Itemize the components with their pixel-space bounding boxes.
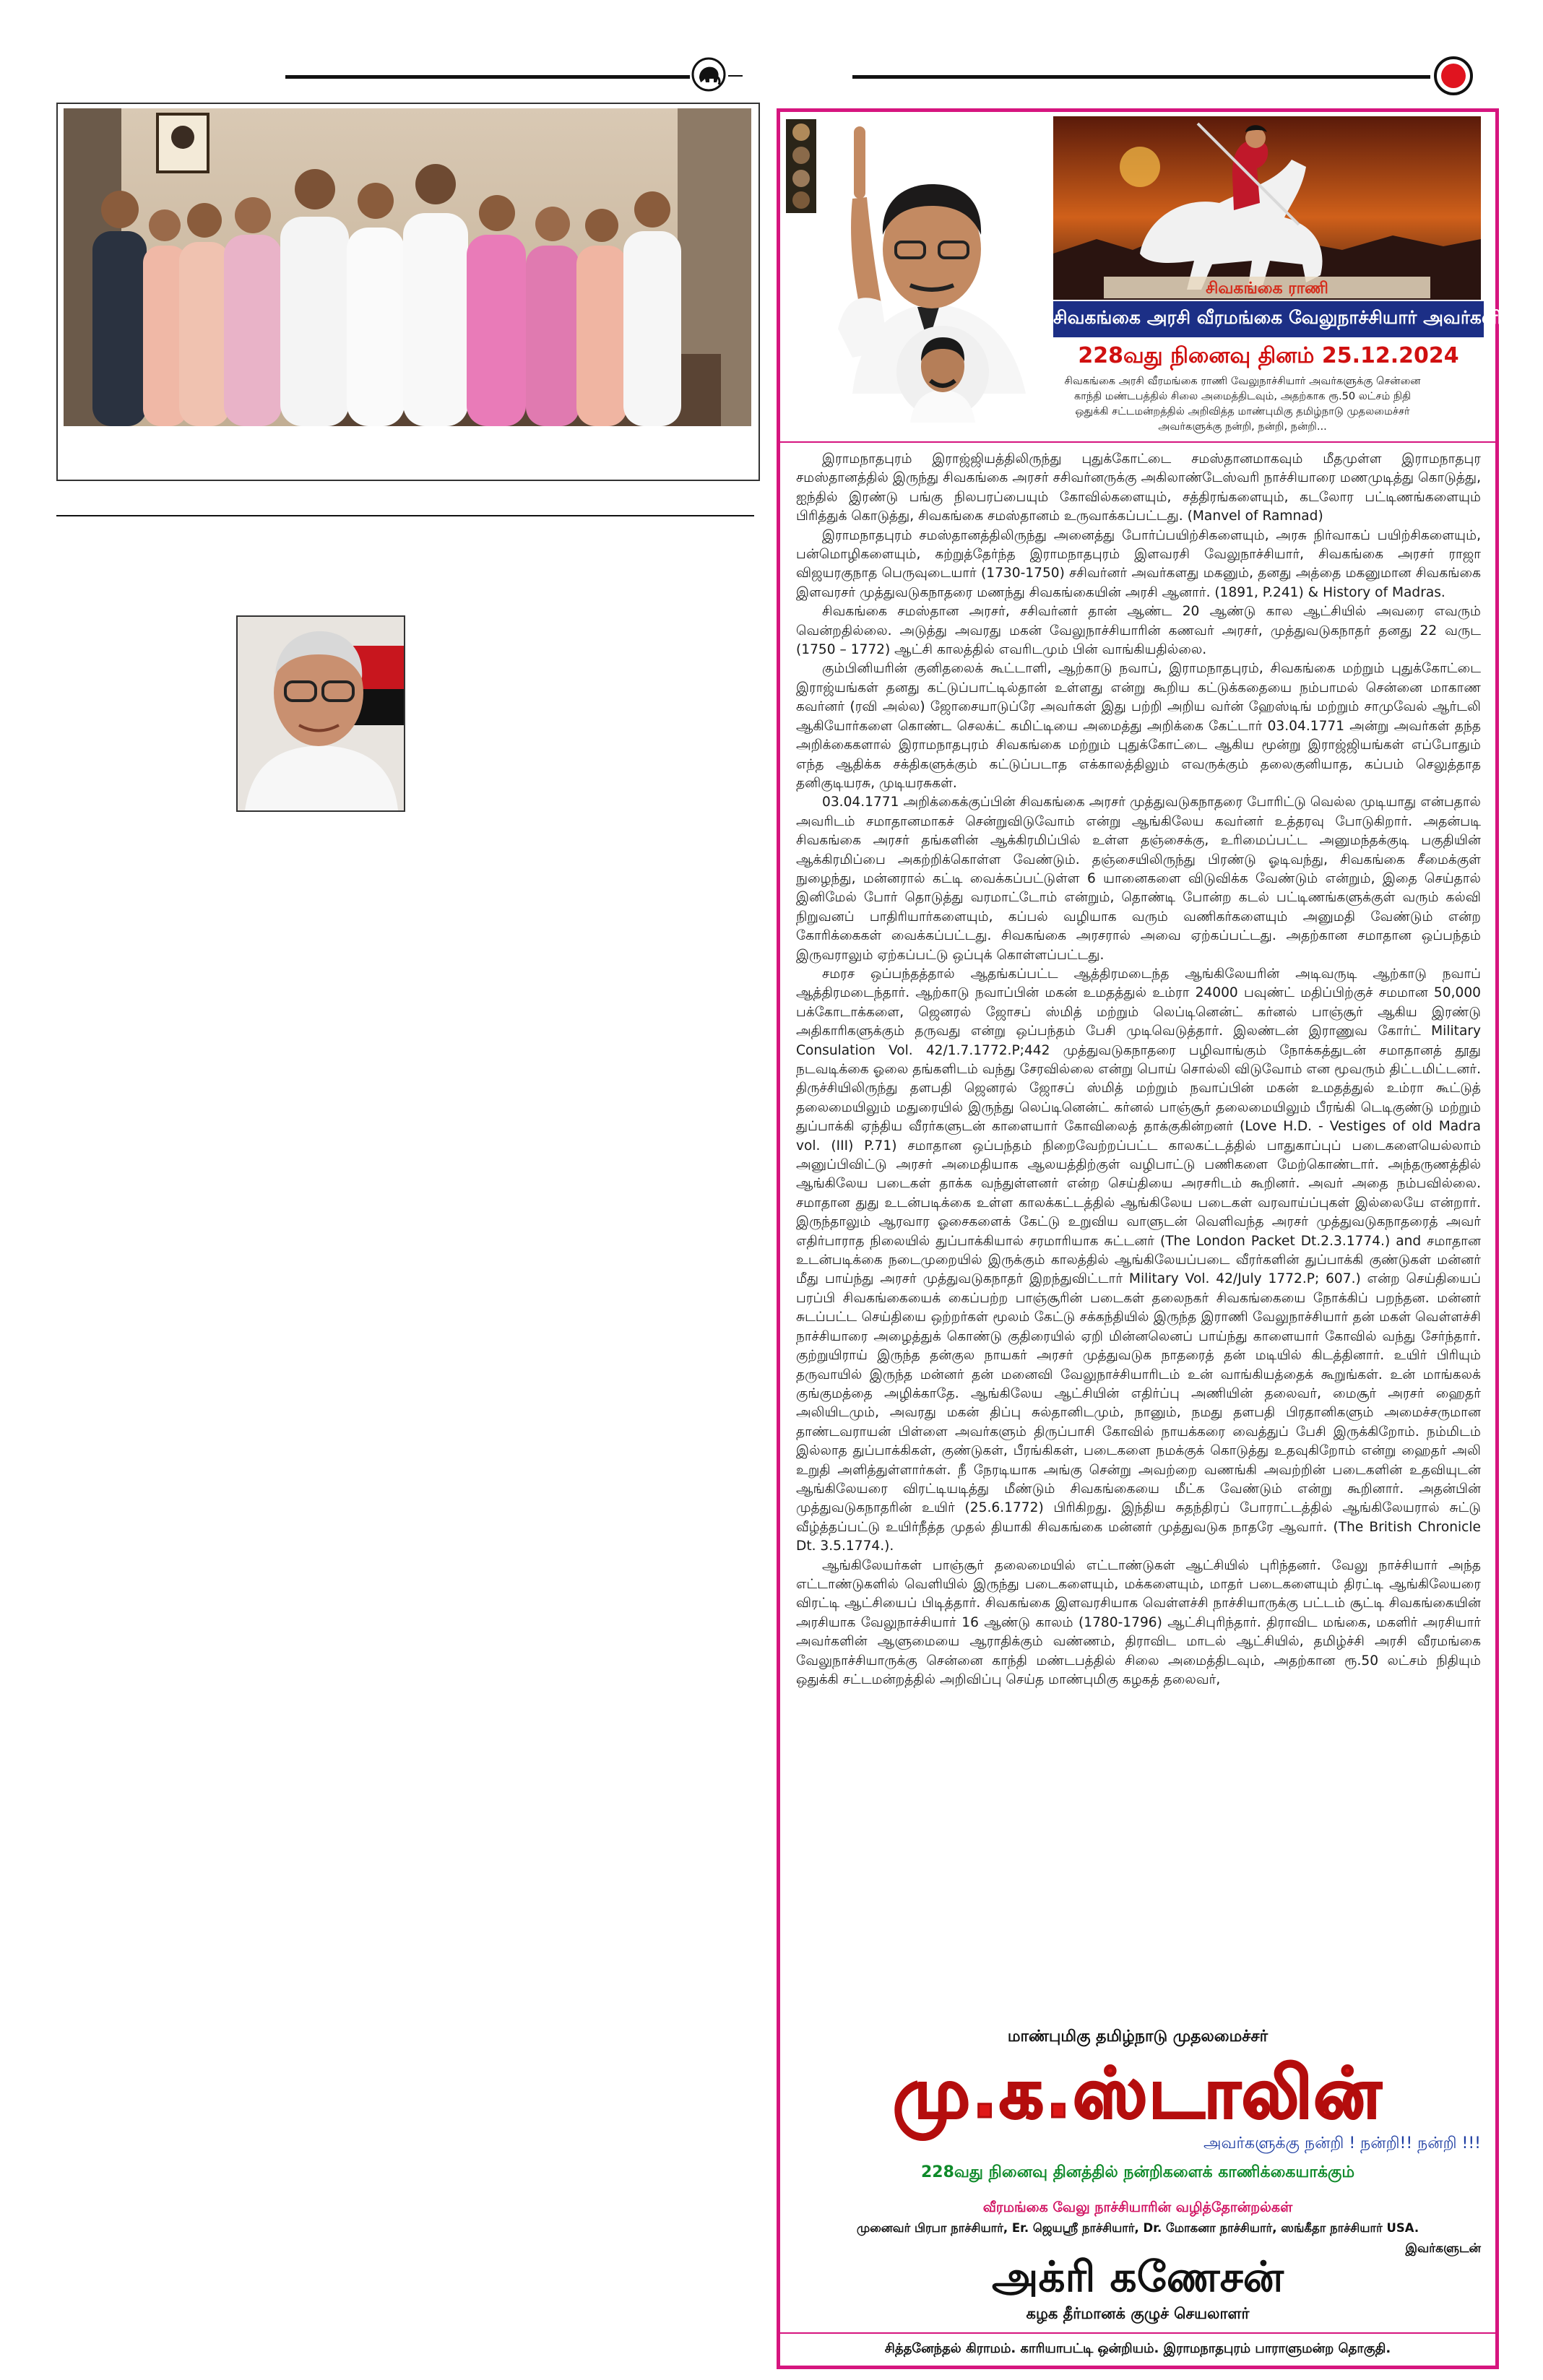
article-paragraph: இராமநாதபுரம் இராஜ்ஜியத்திலிருந்து புதுக்கோட்டை சமஸ்தானமாகவும் மீதமுள்ள இராமநாதபுர சமஸ்தானத்தில் இருந்து சிவகங்கை அரசர் சசிவர்னருக்கு அகிலாண்டேஸ்வரி நாச்சியாரை மணமுடித்து கொடுத்து, ஐந்தில் இரண்டு பங்கு நிலபரப்பையும் கோவில்களையும், சத்திரங்களையும், கடலோர பட்டிணங்களையும் பிரித்துக் கொடுத்து, சிவகங்கை சமஸ்தானம் உருவாக்கப்பட்டது. (Manvel of Ramnad) bbox=[796, 451, 1481, 524]
article-paragraph: சமரச ஒப்பந்தத்தால் ஆதங்கப்பட்ட ஆத்திரமடைந்த ஆங்கிலேயரின் அடிவருடி ஆற்காடு நவாப் ஆத்திரமடைந்தார். ஆற்காடு நவாப்பின் மகன் உமதத்துல் உம்ரா 24000 பவுண்ட் மதிப்பிற்குச் சமமான 50,000 பக்கோடாக்களை, ஜெனரல் ஜோசப் ஸ்மித் மற்றும் லெப்டினென்ட் கர்னல் பாஞ்சூர் ஆகிய இரண்டு அதிகாரிகளுக்கும் தருவது என்று ஒப்பந்தம் பேசி முடிவெடுத்தார். இலண்டன் இராணுவ கோர்ட் Military Consulation Vol. 42/1.7.1772.P;442 முத்துவடுகநாதரை பழிவாங்கும் நோக்கத்துடன் சமாதானத் தூது நடவடிக்கை ஓலை தங்களிடம் வந்து சேரவில்லை என்று பொய் சொல்லி விடுவோம் என மூவரும் திட்டமிட்டனர். திருச்சியிலிருந்து தளபதி ஜெனரல் ஜோசப் ஸ்மித் மற்றும் நவாப்பின் மகன் உமதத்துல் உம்ரா கூட்டுத் தலைமையிலும் மதுரையில் இருந்து லெப்டினென்ட் கர்னல் பாஞ்சூர் தலைமையிலும் பீரங்கி டெடிகுண்டு மற்றும் துப்பாக்கி ஏந்திய வீரர்களுடன் காளையார் கோவிலைத் தாக்குகின்றனர் (Love H.D. - Vestiges of old Madra vol. (III) P.71) சமாதான ஒப்பந்தம் நிறைவேற்றப்பட்ட காலகட்டத்தில் பாதுகாப்புப் படைகளையெல்லாம் அனுப்பிவிட்டு அரசர் அமைதியாக ஆலயத்திற்குள் வழிபாட்டு பணிகளை மேற்கொண்டார். அந்தருணத்தில் ஆங்கிலேய படைகள் தாக்க வந்துள்ளனர் என்ற செய்தியை அரசரிடம் கூறினர். அவர் அதை நம்பவில்லை. சமாதான துது உடன்படிக்கை உள்ள காலக்கட்டத்தில் ஆங்கிலேய படைகள் வரவாய்ப்புகள் இல்லையே என்றார். இருந்தாலும் ஆரவார ஓசைகளைக் கேட்டு உறுவிய வாளுடன் வெளிவந்த அரசர் முத்துவடுகநாதரைத் அவர் எதிர்பாராத நிலையில் துப்பாக்கியால் சரமாரியாக சுட்டனர் (The London Packet Dt.2.3.1774.) and சமாதான உடன்படிக்கை நடைமுறையில் இருக்கும் காலத்தில் ஆங்கிலேயப்படை வீரர்களின் துப்பாக்கி குண்டுகள் மன்னர் மீது பாய்ந்து அரசர் முத்துவடுகநாதர் இறந்துவிட்டார் Military Vol. 42/July 1772.P; 607.) என்ற செய்தியைப் பரப்பி சிவகங்கையைக் கைப்பற்ற பாஞ்சூரின் படைகள் தலைநகர் சிவகங்கையை நோக்கிப் பறந்தன. மன்னர் சுடப்பட்ட செய்தியை ஒற்றர்கள் மூலம் கேட்டு சக்கந்தியில் இருந்த இராணி வேலுநாச்சியார் தன் மகள் வெள்ளச்சி நாச்சியாரை அழைத்துக் கொண்டு குதிரையில் ஏறி மின்னலெனப் பாய்ந்து காளையார் கோவில் வந்து சேர்ந்தார். குற்றுயிராய் இருந்த தன்குல நாயகர் அரசர் முத்துவடுக நாதரைத் தன் மடியில் கிடத்தினார். உயிர் பிரியும் தருவாயில் இருந்த மன்னர் தன் மனைவி வேலுநாச்சியாரிடம் உன் வாங்கியத்தைக் கூறுங்கள். உன் மாங்கலக் குங்குமத்தை அழிக்காதே. ஆங்கிலேய ஆட்சியின் எதிர்ப்பு அணியின் தலைவர், மைசூர் அரசர் ஹைதர் அலியிடமும், அவரது மகன் திப்பு சுல்தானிடமும், நானும், நமது தளபதி பிரதானிகளும் அமைச்சருமான தாண்டவராயன் பிள்ளை அவர்களும் திருப்பாசி கோவில் நாயக்கரை வைத்துப் பேசி இருக்கிறோம். நம்மிடம் இல்லாத துப்பாக்கிகள், குண்டுகள், பீரங்கிகள், படைகளை நமக்குக் கொடுத்து உதவுகிறோம் என்று ஹைதர் அலி உறுதி அளித்துள்ளார்கள். நீ நேரடியாக அங்கு சென்று அவற்றை வணங்கி அவற்றின் படைகளின் உதவியுடன் ஆங்கிலேயரை விரட்டியடித்து மீண்டும் சிவகங்கையை மீட்க வேண்டும் என்று கூறினார். அதன்பின் முத்துவடுகநாதரின் உயிர் (25.6.1772) பிரிகிறது. இந்திய சுதந்திரப் போராட்டத்தில் ஆங்கிலேயரால் சுட்டு வீழ்த்தப்பட்டு உயிர்நீத்த முதல் தியாகி சிவகங்கை மன்னர் முத்துவடுக நாதரே ஆவார். (The British Chronicle Dt. 3.5.1774.). bbox=[796, 966, 1481, 1554]
headline-text: சிவகங்கை அரசி வீரமங்கை வேலுநாச்சியார் அவர்களின் bbox=[1053, 307, 1519, 328]
intro-line: அவர்களுக்கு நன்றி, நன்றி, நன்றி... bbox=[1158, 420, 1327, 433]
footer-divider bbox=[780, 2332, 1495, 2334]
sun-logo-icon bbox=[1434, 56, 1473, 95]
article-paragraph: கும்பினியரின் குனிதலைக் கூட்டாளி, ஆற்காடு நவாப், இராமநாதபுரம், சிவகங்கை மற்றும் புதுக்கோட்டை இராஜ்யங்கள் தனது கட்டுப்பாட்டில்தான் உள்ளது என்று கூறிய கட்டுக்கதையை நம்பாமல் சென்னை மாகாண கவர்னர் (ரவி அல்ல) ஜோசையாடுப்ரே அவர்கள் இது பற்றி அறிய வர்ன் ஹேஸ்டிங் மற்றும் சாமுவேல் ஆர்டலி ஆகியோர்களை கொண்ட செலக்ட் கமிட்டியை அமைத்து அறிக்கை கேட்டார் 03.04.1771 அன்று அவர்கள் தந்த அறிக்கைகளால் இராமநாதபுரம் சிவகங்கை மற்றும் புதுக்கோட்டை ஆகிய மூன்று இராஜ்ஜியங்கள் எப்போதும் எந்த ஆதிக்க சக்திகளுக்கும் கட்டுப்படாத எக்காலத்திலும் எவருக்கும் தலைகுனியாத, கப்பம் செலுத்தாத தனிகுடியரசு, முடியரசுகள். bbox=[796, 661, 1481, 791]
thanks-line: அவர்களுக்கு நன்றி ! நன்றி!! நன்றி !!! bbox=[1203, 2134, 1481, 2152]
cm-name: மு.க.ஸ்டாலின் bbox=[893, 2053, 1383, 2134]
article-paragraph: ஆங்கிலேயர்கள் பாஞ்சூர் தலைமையில் எட்டாண்டுகள் ஆட்சியில் புரிந்தனர். வேலு நாச்சியார் அந்த எட்டாண்டுகளில் வெளியில் இருந்து படைகளையும், மக்களையும், மாதர் படைகளையும் திரட்டி ஆங்கிலேயரை விரட்டி ஆட்சியைப் பிடித்தார். சிவகங்கை இளவரசியாக வெள்ளச்சி நாச்சியாருக்கு பட்டம் சூட்டி சிவகங்கையின் அரசியாக வேலுநாச்சியார் 16 ஆண்டு காலம் (1780-1796) ஆட்சிபுரிந்தார். திராவிட மங்கை, மகளிர் அரசியார் அவர்களின் ஆளுமையை ஆராதிக்கும் வண்ணம், திராவிட மாடல் ஆட்சியில், தமிழ்ச்சி அரசி வீரமங்கை வேலுநாச்சியாருக்கு சென்னை காந்தி மண்டபத்தில் சிலை அமைத்திடவும், அதற்கான ரூ.50 லட்சம் நிதியும் ஒதுக்கி சட்டமன்றத்தில் அறிவிப்பு செய்த மாண்புமிகு கழகத் தலைவர், bbox=[796, 1557, 1481, 1687]
group-photo-frame bbox=[56, 103, 760, 481]
header-rule-left bbox=[285, 75, 690, 79]
headline-strip bbox=[1053, 301, 1519, 337]
intro-line: சிவகங்கை அரசி வீரமங்கை ராணி வேலுநாச்சியார் அவர்களுக்கு சென்னை bbox=[1064, 375, 1421, 387]
tribute-line: 228வது நினைவு தினத்தில் நன்றிகளைக் காணிக்கையாக்கும் bbox=[920, 2163, 1355, 2181]
with-them-label: இவர்களுடன் bbox=[1405, 2241, 1481, 2256]
header-rule-right bbox=[852, 75, 1430, 79]
intro-line: ஒதுக்கி சட்டமன்றத்தில் அறிவித்த மாண்புமிகு தமிழ்நாடு முதலமைச்சர் bbox=[1075, 405, 1410, 417]
memorial-date: 228வது நினைவு தினம் 25.12.2024 bbox=[1078, 343, 1459, 368]
deputy-portrait-inset bbox=[896, 321, 990, 423]
memorial-advertisement bbox=[777, 108, 1519, 2369]
left-divider bbox=[56, 515, 754, 516]
article-paragraph: இராமநாதபுரம் சமஸ்தானத்திலிருந்து அனைத்து போர்ப்பயிற்சிகளையும், அரசு நிர்வாகப் பயிற்சிகளையும், பன்மொழிகளையும், கற்றுத்தேர்ந்த இராமநாதபுரம் இளவரசி வேலுநாச்சியார், சிவகங்கை அரசர் ராஜா விஜயரகுநாத பெருவுடையார் (1730-1750) சசிவர்னர் அவர்களது மகனும், தனது அத்தை மகனுமான சிவகங்கை இளவரசர் முத்துவடுகநாதரை மணந்து சிவகங்கையின் அரசி ஆனார். (1891, P.241) & History of Madras. bbox=[796, 527, 1481, 600]
elephant-logo-icon bbox=[691, 56, 727, 92]
descendants-names: முனைவர் பிரபா நாச்சியார், Er. ஜெயஸ்ரீ நாச்சியார், Dr. மோகனா நாச்சியார், ஸங்கீதா நாச்சியார் USA. bbox=[856, 2221, 1419, 2235]
sponsor-address: சித்தனேந்தல் கிராமம். காரியாபட்டி ஒன்றியம். இராமநாதபுரம் பாராளுமன்ற தொகுதி. bbox=[884, 2341, 1391, 2356]
article-paragraph: 03.04.1771 அறிக்கைக்குப்பின் சிவகங்கை அரசர் முத்துவடுகநாதரை போரிட்டு வெல்ல முடியாது என்பதால் அவரிடம் சமாதானமாகச் சென்றுவிடுவோம் என்று ஆங்கிலேய கவர்னர் உத்தரவு போடுகிறார். அதன்படி சிவகங்கை அரசர் தங்களின் ஆக்கிரமிப்பில் உள்ள தஞ்சைக்கு, உரிமைப்பட்ட அனுமந்தக்குடி பகுதியின் ஆக்கிரமிப்பை அகற்றிக்கொள்ள வேண்டும். தஞ்சையிலிருந்து பிரண்டு ஓடிவந்து, சிவகங்கை சீமைக்குள் நுழைந்து, மன்னரால் கட்டி வைக்கப்பட்டுள்ள 6 யானைகளை விடுவிக்க வேண்டும் என்றும், இதை செய்தால் இனிமேல் போர் தொடுத்து வரமாட்டோம் என்றும், தொண்டி போன்ற கடல் பட்டிணங்களுக்குள் வரும் கல்வி நிறுவனப் பாதிரியார்களையும், கப்பல் வழியாக வரும் வணிகர்களையும் அனுமதி வேண்டும் என்ற கோரிக்கைகள் வைக்கப்பட்டது. சிவகங்கை அரசரால் அவை ஏற்கப்பட்டது. அதற்கான சமாதான ஒப்பந்தம் இருவராலும் ஏற்கப்பட்டு ஒப்புக் கொள்ளப்பட்டது. bbox=[796, 795, 1481, 963]
header-rule-left-thin bbox=[728, 75, 743, 77]
intro-line: காந்தி மண்டபத்தில் சிலை அமைத்திடவும், அதற்காக ரூ.50 லட்சம் நிதி bbox=[1073, 390, 1412, 402]
cm-title: மாண்புமிகு தமிழ்நாடு முதலமைச்சர் bbox=[1007, 2028, 1268, 2046]
warrior-queen-banner bbox=[1053, 116, 1481, 300]
article-body bbox=[796, 450, 1481, 1689]
descendants-title: வீரமங்கை வேலு நாச்சியாரின் வழித்தோன்றல்கள் bbox=[982, 2199, 1293, 2215]
article-paragraph: சிவகங்கை சமஸ்தான அரசர், சசிவர்னர் தான் ஆண்ட 20 ஆண்டு கால ஆட்சியில் அவரை எவரும் வென்றதில்லை. அடுத்து அவரது மகன் வேலுநாச்சியாரின் கணவர் அரசர், முத்துவடுகநாதர் தனது 22 வருட (1750 – 1772) ஆட்சி காலத்தில் எவரிடமும் பின் வாங்கியதில்லை. bbox=[796, 604, 1481, 658]
intro-divider bbox=[780, 441, 1495, 443]
sponsor-name: அக்ரி கணேசன் bbox=[992, 2252, 1284, 2301]
sponsor-role: கழக தீர்மானக் குழுச் செயலாளர் bbox=[1026, 2305, 1250, 2322]
portrait-photo bbox=[236, 615, 405, 812]
intro-block bbox=[997, 373, 1488, 434]
group-photo bbox=[64, 108, 751, 426]
banner-film-title: சிவகங்கை ராணி bbox=[1206, 280, 1328, 298]
